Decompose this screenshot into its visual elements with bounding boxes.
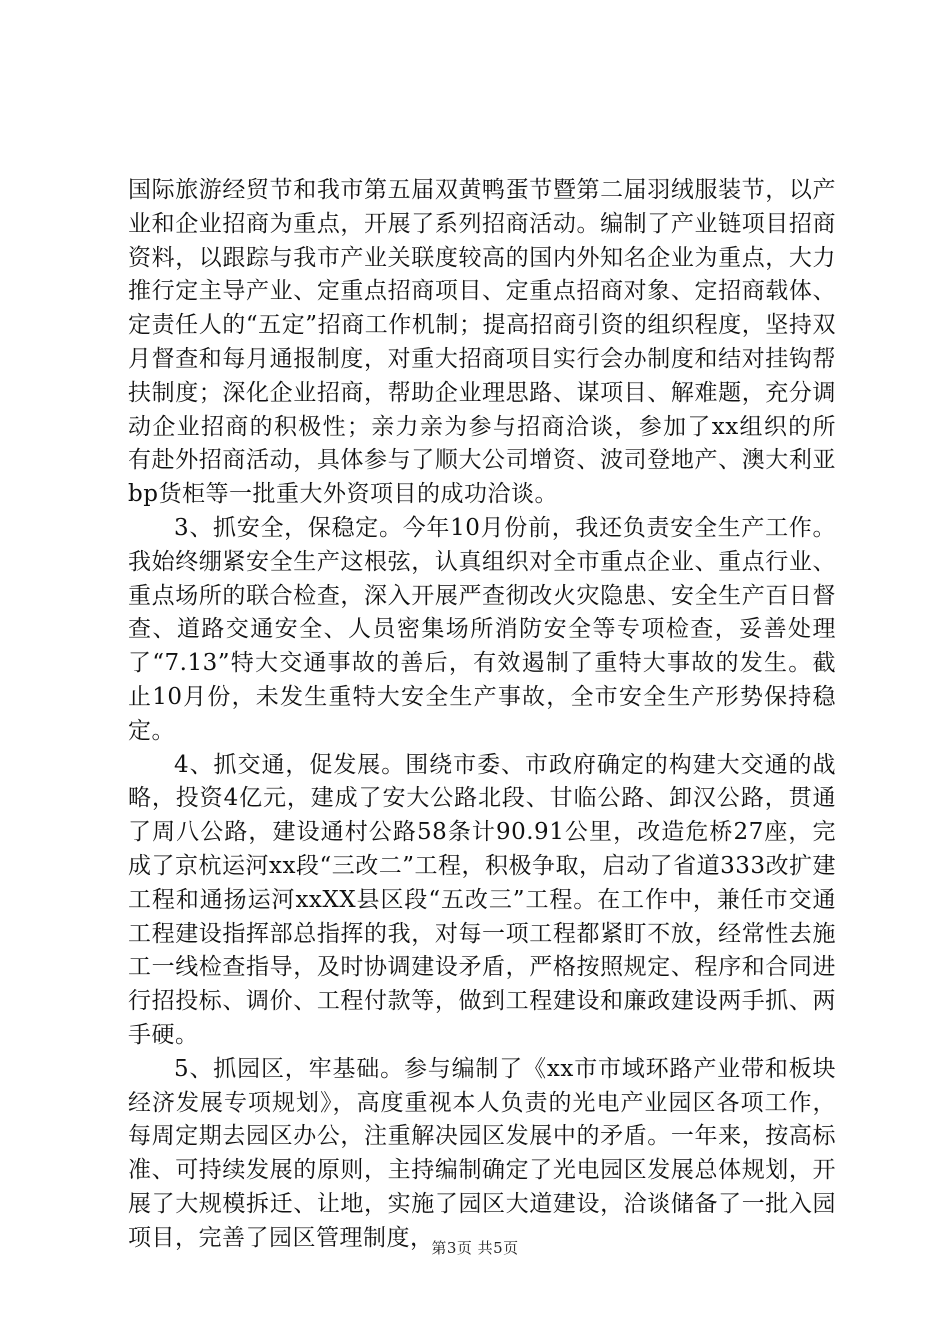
paragraph-industrial-park: 5、抓园区，牢基础。参与编制了《xx市市域环路产业带和板块经济发展专项规划》，高度重视本人负责的光电产业园区各项工作，每周定期去园区办公，注重解决园区发展中的矛盾。一年来，按高标准、可持续发展的原则，主持编制确定了光电园区发展总体规划，开展了大规模拆迁、让地，实施了园区大道建设，洽谈储备了一批入园项目，完善了园区管理制度， [128,1055,836,1251]
paragraph-safety: 3、抓安全，保稳定。今年10月份前，我还负责安全生产工作。我始终绷紧安全生产这根弦，认真组织对全市重点企业、重点行业、重点场所的联合检查，深入开展严查彻改火灾隐患、安全生产百日督查、道路交通安全、人员密集场所消防安全等专项检查，妥善处理了“7.13”特大交通事故的善后，有效遏制了重特大事故的发生。截止10月份，未发生重特大安全生产事故，全市安全生产形势保持稳定。 [128,514,836,744]
document-body [128,174,836,1256]
paragraph-continuation: 国际旅游经贸节和我市第五届双黄鸭蛋节暨第二届羽绒服装节，以产业和企业招商为重点，开展了系列招商活动。编制了产业链项目招商资料，以跟踪与我市产业关联度较高的国内外知名企业为重点，大力推行定主导产业、定重点招商项目、定重点招商对象、定招商载体、定责任人的“五定”招商工作机制；提高招商引资的组织程度，坚持双月督查和每月通报制度，对重大招商项目实行会办制度和结对挂钩帮扶制度；深化企业招商，帮助企业理思路、谋项目、解难题，充分调动企业招商的积极性；亲力亲为参与招商洽谈，参加了xx组织的所有赴外招商活动，具体参与了顺大公司增资、波司登地产、澳大利亚bp货柜等一批重大外资项目的成功洽谈。 [128,177,836,508]
page-footer: 第3页 共5页 [431,1239,519,1257]
paragraph-transport: 4、抓交通，促发展。围绕市委、市政府确定的构建大交通的战略，投资4亿元，建成了安大公路北段、甘临公路、卸汉公路，贯通了周八公路，建设通村公路58条计90.91公里，改造危桥27座，完成了京杭运河xx段“三改二”工程，积极争取，启动了省道333改扩建工程和通扬运河xxXX县区段“五改三”工程。在工作中，兼任市交通工程建设指挥部总指挥的我，对每一项工程都紧盯不放，经常性去施工一线检查指导，及时协调建设矛盾，严格按照规定、程序和合同进行招投标、调价、工程付款等，做到工程建设和廉政建设两手抓、两手硬。 [128,751,836,1048]
